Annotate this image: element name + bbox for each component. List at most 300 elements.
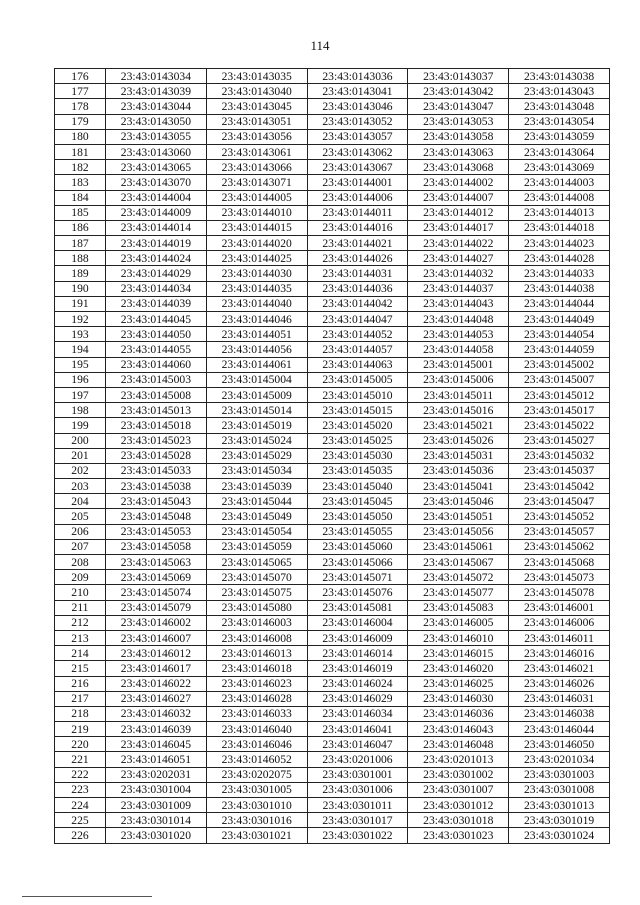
cadastral-number-cell: 23:43:0145078 <box>509 585 610 600</box>
cadastral-number-cell: 23:43:0144007 <box>408 190 509 205</box>
row-number-cell: 203 <box>55 479 106 494</box>
table-row <box>55 418 610 433</box>
cadastral-number-cell: 23:43:0201006 <box>307 752 408 767</box>
table-row <box>55 722 610 737</box>
cadastral-number-cell: 23:43:0146033 <box>206 706 307 721</box>
cadastral-number-cell: 23:43:0143037 <box>408 69 509 84</box>
cadastral-number-cell: 23:43:0146044 <box>509 722 610 737</box>
cadastral-number-cell: 23:43:0145045 <box>307 494 408 509</box>
cadastral-number-cell: 23:43:0146027 <box>106 691 207 706</box>
cadastral-number-cell: 23:43:0301010 <box>206 798 307 813</box>
row-number-cell: 221 <box>55 752 106 767</box>
cadastral-number-cell: 23:43:0144029 <box>106 266 207 281</box>
cadastral-number-cell: 23:43:0145017 <box>509 403 610 418</box>
cadastral-number-cell: 23:43:0144009 <box>106 205 207 220</box>
cadastral-number-cell: 23:43:0144053 <box>408 327 509 342</box>
cadastral-number-cell: 23:43:0301023 <box>408 828 509 843</box>
cadastral-number-cell: 23:43:0144030 <box>206 266 307 281</box>
cadastral-number-cell: 23:43:0143036 <box>307 69 408 84</box>
cadastral-number-cell: 23:43:0146030 <box>408 691 509 706</box>
cadastral-number-cell: 23:43:0146052 <box>206 752 307 767</box>
cadastral-number-cell: 23:43:0143046 <box>307 99 408 114</box>
cadastral-number-cell: 23:43:0146021 <box>509 661 610 676</box>
cadastral-number-cell: 23:43:0145046 <box>408 494 509 509</box>
table-row <box>55 676 610 691</box>
cadastral-number-cell: 23:43:0145001 <box>408 357 509 372</box>
cadastral-number-cell: 23:43:0144020 <box>206 236 307 251</box>
cadastral-number-cell: 23:43:0146034 <box>307 706 408 721</box>
cadastral-number-cell: 23:43:0144015 <box>206 220 307 235</box>
row-number-cell: 181 <box>55 144 106 159</box>
cadastral-number-cell: 23:43:0143054 <box>509 114 610 129</box>
row-number-cell: 176 <box>55 69 106 84</box>
cadastral-number-cell: 23:43:0145002 <box>509 357 610 372</box>
cadastral-number-cell: 23:43:0143055 <box>106 129 207 144</box>
table-row <box>55 327 610 342</box>
table-row <box>55 539 610 554</box>
cadastral-number-cell: 23:43:0145013 <box>106 403 207 418</box>
cadastral-number-cell: 23:43:0145042 <box>509 479 610 494</box>
cadastral-number-cell: 23:43:0144037 <box>408 281 509 296</box>
cadastral-number-cell: 23:43:0145014 <box>206 403 307 418</box>
cadastral-number-cell: 23:43:0145024 <box>206 433 307 448</box>
table-row <box>55 190 610 205</box>
cadastral-number-cell: 23:43:0301009 <box>106 798 207 813</box>
table-row <box>55 798 610 813</box>
cadastral-number-cell: 23:43:0143071 <box>206 175 307 190</box>
cadastral-number-cell: 23:43:0146045 <box>106 737 207 752</box>
cadastral-number-cell: 23:43:0143066 <box>206 160 307 175</box>
cadastral-number-cell: 23:43:0146024 <box>307 676 408 691</box>
cadastral-number-cell: 23:43:0144048 <box>408 312 509 327</box>
cadastral-number-cell: 23:43:0143065 <box>106 160 207 175</box>
table-row <box>55 706 610 721</box>
cadastral-number-cell: 23:43:0146023 <box>206 676 307 691</box>
table-row <box>55 236 610 251</box>
cadastral-number-cell: 23:43:0144006 <box>307 190 408 205</box>
cadastral-number-cell: 23:43:0145067 <box>408 555 509 570</box>
cadastral-number-cell: 23:43:0144019 <box>106 236 207 251</box>
cadastral-number-cell: 23:43:0143052 <box>307 114 408 129</box>
table-row <box>55 114 610 129</box>
cadastral-number-cell: 23:43:0301013 <box>509 798 610 813</box>
table-row <box>55 175 610 190</box>
cadastral-number-cell: 23:43:0145048 <box>106 509 207 524</box>
cadastral-number-cell: 23:43:0301004 <box>106 782 207 797</box>
row-number-cell: 188 <box>55 251 106 266</box>
cadastral-number-cell: 23:43:0144033 <box>509 266 610 281</box>
row-number-cell: 213 <box>55 630 106 645</box>
cadastral-number-cell: 23:43:0301017 <box>307 813 408 828</box>
cadastral-number-cell: 23:43:0301014 <box>106 813 207 828</box>
cadastral-number-cell: 23:43:0144035 <box>206 281 307 296</box>
cadastral-number-cell: 23:43:0143070 <box>106 175 207 190</box>
cadastral-number-cell: 23:43:0145061 <box>408 539 509 554</box>
cadastral-number-cell: 23:43:0146002 <box>106 615 207 630</box>
cadastral-number-cell: 23:43:0144003 <box>509 175 610 190</box>
cadastral-number-cell: 23:43:0145076 <box>307 585 408 600</box>
row-number-cell: 222 <box>55 767 106 782</box>
cadastral-number-cell: 23:43:0145036 <box>408 463 509 478</box>
table-row <box>55 600 610 615</box>
cadastral-number-cell: 23:43:0144063 <box>307 357 408 372</box>
cadastral-number-cell: 23:43:0143058 <box>408 129 509 144</box>
row-number-cell: 214 <box>55 646 106 661</box>
page-number: 114 <box>310 38 330 53</box>
cadastral-number-cell: 23:43:0145022 <box>509 418 610 433</box>
cadastral-number-cell: 23:43:0144016 <box>307 220 408 235</box>
cadastral-number-cell: 23:43:0145019 <box>206 418 307 433</box>
row-number-cell: 208 <box>55 555 106 570</box>
cadastral-number-cell: 23:43:0146003 <box>206 615 307 630</box>
cadastral-number-cell: 23:43:0143045 <box>206 99 307 114</box>
cadastral-number-cell: 23:43:0145054 <box>206 524 307 539</box>
cadastral-number-cell: 23:43:0146009 <box>307 630 408 645</box>
cadastral-number-cell: 23:43:0145057 <box>509 524 610 539</box>
cadastral-number-cell: 23:43:0144024 <box>106 251 207 266</box>
cadastral-number-cell: 23:43:0144059 <box>509 342 610 357</box>
table-row <box>55 266 610 281</box>
table-row <box>55 220 610 235</box>
row-number-cell: 182 <box>55 160 106 175</box>
cadastral-number-cell: 23:43:0146017 <box>106 661 207 676</box>
cadastral-number-cell: 23:43:0143064 <box>509 144 610 159</box>
cadastral-number-cell: 23:43:0144050 <box>106 327 207 342</box>
cadastral-number-cell: 23:43:0146029 <box>307 691 408 706</box>
cadastral-number-cell: 23:43:0144038 <box>509 281 610 296</box>
cadastral-number-cell: 23:43:0146025 <box>408 676 509 691</box>
cadastral-numbers-table <box>54 68 610 844</box>
cadastral-number-cell: 23:43:0144049 <box>509 312 610 327</box>
table-row <box>55 296 610 311</box>
cadastral-number-cell: 23:43:0144058 <box>408 342 509 357</box>
cadastral-number-cell: 23:43:0145080 <box>206 600 307 615</box>
table-row <box>55 509 610 524</box>
cadastral-number-cell: 23:43:0301006 <box>307 782 408 797</box>
cadastral-number-cell: 23:43:0145052 <box>509 509 610 524</box>
cadastral-number-cell: 23:43:0144057 <box>307 342 408 357</box>
cadastral-number-cell: 23:43:0144034 <box>106 281 207 296</box>
cadastral-number-cell: 23:43:0301012 <box>408 798 509 813</box>
row-number-cell: 216 <box>55 676 106 691</box>
cadastral-number-cell: 23:43:0144005 <box>206 190 307 205</box>
cadastral-number-cell: 23:43:0144054 <box>509 327 610 342</box>
cadastral-number-cell: 23:43:0146001 <box>509 600 610 615</box>
table-row <box>55 372 610 387</box>
cadastral-number-cell: 23:43:0301022 <box>307 828 408 843</box>
row-number-cell: 211 <box>55 600 106 615</box>
cadastral-number-cell: 23:43:0143068 <box>408 160 509 175</box>
cadastral-number-cell: 23:43:0145008 <box>106 387 207 402</box>
table-row <box>55 494 610 509</box>
row-number-cell: 178 <box>55 99 106 114</box>
row-number-cell: 219 <box>55 722 106 737</box>
cadastral-number-cell: 23:43:0145006 <box>408 372 509 387</box>
cadastral-number-cell: 23:43:0144014 <box>106 220 207 235</box>
cadastral-number-cell: 23:43:0146010 <box>408 630 509 645</box>
cadastral-number-cell: 23:43:0143039 <box>106 84 207 99</box>
row-number-cell: 189 <box>55 266 106 281</box>
cadastral-number-cell: 23:43:0146047 <box>307 737 408 752</box>
table-row <box>55 312 610 327</box>
cadastral-number-cell: 23:43:0202075 <box>206 767 307 782</box>
cadastral-number-cell: 23:43:0146004 <box>307 615 408 630</box>
table-row <box>55 84 610 99</box>
cadastral-number-cell: 23:43:0145003 <box>106 372 207 387</box>
cadastral-number-cell: 23:43:0145069 <box>106 570 207 585</box>
row-number-cell: 191 <box>55 296 106 311</box>
cadastral-number-cell: 23:43:0202031 <box>106 767 207 782</box>
cadastral-number-cell: 23:43:0145060 <box>307 539 408 554</box>
cadastral-number-cell: 23:43:0301005 <box>206 782 307 797</box>
cadastral-number-cell: 23:43:0301007 <box>408 782 509 797</box>
cadastral-number-cell: 23:43:0146041 <box>307 722 408 737</box>
cadastral-number-cell: 23:43:0143067 <box>307 160 408 175</box>
cadastral-number-cell: 23:43:0143057 <box>307 129 408 144</box>
table-row <box>55 782 610 797</box>
cadastral-number-cell: 23:43:0144045 <box>106 312 207 327</box>
row-number-cell: 192 <box>55 312 106 327</box>
cadastral-number-cell: 23:43:0145020 <box>307 418 408 433</box>
row-number-cell: 177 <box>55 84 106 99</box>
cadastral-number-cell: 23:43:0145005 <box>307 372 408 387</box>
cadastral-number-cell: 23:43:0143051 <box>206 114 307 129</box>
cadastral-number-cell: 23:43:0146022 <box>106 676 207 691</box>
cadastral-number-cell: 23:43:0146050 <box>509 737 610 752</box>
row-number-cell: 226 <box>55 828 106 843</box>
cadastral-number-cell: 23:43:0144055 <box>106 342 207 357</box>
cadastral-number-cell: 23:43:0145044 <box>206 494 307 509</box>
table-row <box>55 433 610 448</box>
cadastral-number-cell: 23:43:0144018 <box>509 220 610 235</box>
cadastral-number-cell: 23:43:0301001 <box>307 767 408 782</box>
cadastral-number-cell: 23:43:0146028 <box>206 691 307 706</box>
cadastral-number-cell: 23:43:0143050 <box>106 114 207 129</box>
cadastral-number-cell: 23:43:0145073 <box>509 570 610 585</box>
table-row <box>55 737 610 752</box>
cadastral-number-cell: 23:43:0145081 <box>307 600 408 615</box>
cadastral-number-cell: 23:43:0301018 <box>408 813 509 828</box>
cadastral-number-cell: 23:43:0301021 <box>206 828 307 843</box>
cadastral-number-cell: 23:43:0201034 <box>509 752 610 767</box>
cadastral-number-cell: 23:43:0145032 <box>509 448 610 463</box>
cadastral-number-cell: 23:43:0145031 <box>408 448 509 463</box>
row-number-cell: 224 <box>55 798 106 813</box>
cadastral-number-cell: 23:43:0145043 <box>106 494 207 509</box>
cadastral-number-cell: 23:43:0145050 <box>307 509 408 524</box>
cadastral-number-cell: 23:43:0143034 <box>106 69 207 84</box>
cadastral-number-cell: 23:43:0145077 <box>408 585 509 600</box>
table-row <box>55 251 610 266</box>
table-row <box>55 357 610 372</box>
cadastral-number-cell: 23:43:0146016 <box>509 646 610 661</box>
cadastral-number-cell: 23:43:0146038 <box>509 706 610 721</box>
row-number-cell: 185 <box>55 205 106 220</box>
cadastral-number-cell: 23:43:0143069 <box>509 160 610 175</box>
table-row <box>55 524 610 539</box>
cadastral-number-cell: 23:43:0145025 <box>307 433 408 448</box>
row-number-cell: 204 <box>55 494 106 509</box>
cadastral-number-cell: 23:43:0144026 <box>307 251 408 266</box>
cadastral-number-cell: 23:43:0144042 <box>307 296 408 311</box>
row-number-cell: 217 <box>55 691 106 706</box>
cadastral-number-cell: 23:43:0146048 <box>408 737 509 752</box>
cadastral-number-cell: 23:43:0145058 <box>106 539 207 554</box>
cadastral-number-cell: 23:43:0145059 <box>206 539 307 554</box>
cadastral-number-cell: 23:43:0144013 <box>509 205 610 220</box>
row-number-cell: 180 <box>55 129 106 144</box>
cadastral-number-cell: 23:43:0145035 <box>307 463 408 478</box>
cadastral-number-cell: 23:43:0144044 <box>509 296 610 311</box>
cadastral-number-cell: 23:43:0145065 <box>206 555 307 570</box>
cadastral-number-cell: 23:43:0144043 <box>408 296 509 311</box>
cadastral-number-cell: 23:43:0145012 <box>509 387 610 402</box>
cadastral-number-cell: 23:43:0145034 <box>206 463 307 478</box>
cadastral-number-cell: 23:43:0144056 <box>206 342 307 357</box>
cadastral-number-cell: 23:43:0144061 <box>206 357 307 372</box>
table-row <box>55 281 610 296</box>
cadastral-number-cell: 23:43:0145056 <box>408 524 509 539</box>
cadastral-number-cell: 23:43:0145028 <box>106 448 207 463</box>
cadastral-number-cell: 23:43:0301016 <box>206 813 307 828</box>
cadastral-number-cell: 23:43:0146018 <box>206 661 307 676</box>
cadastral-number-cell: 23:43:0146012 <box>106 646 207 661</box>
cadastral-number-cell: 23:43:0143060 <box>106 144 207 159</box>
cadastral-number-cell: 23:43:0143056 <box>206 129 307 144</box>
cadastral-number-cell: 23:43:0144031 <box>307 266 408 281</box>
cadastral-number-cell: 23:43:0145083 <box>408 600 509 615</box>
cadastral-number-cell: 23:43:0143062 <box>307 144 408 159</box>
cadastral-number-cell: 23:43:0145007 <box>509 372 610 387</box>
row-number-cell: 190 <box>55 281 106 296</box>
row-number-cell: 198 <box>55 403 106 418</box>
table-row <box>55 129 610 144</box>
table-row <box>55 813 610 828</box>
cadastral-number-cell: 23:43:0144047 <box>307 312 408 327</box>
cadastral-number-cell: 23:43:0145004 <box>206 372 307 387</box>
cadastral-number-cell: 23:43:0143038 <box>509 69 610 84</box>
cadastral-number-cell: 23:43:0145033 <box>106 463 207 478</box>
cadastral-number-cell: 23:43:0145055 <box>307 524 408 539</box>
footer-rule <box>22 896 152 897</box>
cadastral-number-cell: 23:43:0145063 <box>106 555 207 570</box>
cadastral-number-cell: 23:43:0146032 <box>106 706 207 721</box>
cadastral-number-cell: 23:43:0145066 <box>307 555 408 570</box>
row-number-cell: 207 <box>55 539 106 554</box>
cadastral-number-cell: 23:43:0145079 <box>106 600 207 615</box>
table-row <box>55 160 610 175</box>
cadastral-number-cell: 23:43:0145040 <box>307 479 408 494</box>
cadastral-number-cell: 23:43:0146026 <box>509 676 610 691</box>
cadastral-number-cell: 23:43:0145049 <box>206 509 307 524</box>
table-row <box>55 585 610 600</box>
cadastral-number-cell: 23:43:0145051 <box>408 509 509 524</box>
cadastral-number-cell: 23:43:0146020 <box>408 661 509 676</box>
cadastral-number-cell: 23:43:0145018 <box>106 418 207 433</box>
cadastral-number-cell: 23:43:0145068 <box>509 555 610 570</box>
cadastral-number-cell: 23:43:0143053 <box>408 114 509 129</box>
cadastral-number-cell: 23:43:0301024 <box>509 828 610 843</box>
row-number-cell: 187 <box>55 236 106 251</box>
table-row <box>55 342 610 357</box>
cadastral-number-cell: 23:43:0144001 <box>307 175 408 190</box>
cadastral-number-cell: 23:43:0145029 <box>206 448 307 463</box>
cadastral-number-cell: 23:43:0143035 <box>206 69 307 84</box>
cadastral-number-cell: 23:43:0146006 <box>509 615 610 630</box>
row-number-cell: 195 <box>55 357 106 372</box>
cadastral-number-cell: 23:43:0145009 <box>206 387 307 402</box>
cadastral-number-cell: 23:43:0145072 <box>408 570 509 585</box>
cadastral-number-cell: 23:43:0146013 <box>206 646 307 661</box>
cadastral-number-cell: 23:43:0144039 <box>106 296 207 311</box>
cadastral-number-cell: 23:43:0145037 <box>509 463 610 478</box>
cadastral-number-cell: 23:43:0146039 <box>106 722 207 737</box>
table-row <box>55 463 610 478</box>
cadastral-number-cell: 23:43:0146015 <box>408 646 509 661</box>
row-number-cell: 184 <box>55 190 106 205</box>
cadastral-number-cell: 23:43:0301008 <box>509 782 610 797</box>
cadastral-number-cell: 23:43:0144060 <box>106 357 207 372</box>
cadastral-number-cell: 23:43:0301011 <box>307 798 408 813</box>
row-number-cell: 218 <box>55 706 106 721</box>
row-number-cell: 194 <box>55 342 106 357</box>
row-number-cell: 193 <box>55 327 106 342</box>
cadastral-number-cell: 23:43:0301002 <box>408 767 509 782</box>
cadastral-number-cell: 23:43:0145026 <box>408 433 509 448</box>
row-number-cell: 202 <box>55 463 106 478</box>
cadastral-number-cell: 23:43:0144027 <box>408 251 509 266</box>
cadastral-number-cell: 23:43:0146051 <box>106 752 207 767</box>
cadastral-number-cell: 23:43:0143063 <box>408 144 509 159</box>
cadastral-number-cell: 23:43:0143041 <box>307 84 408 99</box>
cadastral-number-cell: 23:43:0146043 <box>408 722 509 737</box>
cadastral-number-cell: 23:43:0143042 <box>408 84 509 99</box>
cadastral-number-cell: 23:43:0145038 <box>106 479 207 494</box>
row-number-cell: 186 <box>55 220 106 235</box>
cadastral-number-cell: 23:43:0145011 <box>408 387 509 402</box>
table-row <box>55 661 610 676</box>
table-row <box>55 403 610 418</box>
cadastral-number-cell: 23:43:0145030 <box>307 448 408 463</box>
cadastral-number-cell: 23:43:0144011 <box>307 205 408 220</box>
cadastral-number-cell: 23:43:0144052 <box>307 327 408 342</box>
cadastral-number-cell: 23:43:0145021 <box>408 418 509 433</box>
cadastral-number-cell: 23:43:0143061 <box>206 144 307 159</box>
cadastral-number-cell: 23:43:0146040 <box>206 722 307 737</box>
cadastral-number-cell: 23:43:0144032 <box>408 266 509 281</box>
table-row <box>55 69 610 84</box>
table-row <box>55 828 610 843</box>
cadastral-number-cell: 23:43:0146014 <box>307 646 408 661</box>
cadastral-number-cell: 23:43:0201013 <box>408 752 509 767</box>
cadastral-number-cell: 23:43:0144025 <box>206 251 307 266</box>
cadastral-number-cell: 23:43:0145027 <box>509 433 610 448</box>
cadastral-number-cell: 23:43:0144023 <box>509 236 610 251</box>
row-number-cell: 225 <box>55 813 106 828</box>
cadastral-number-cell: 23:43:0145071 <box>307 570 408 585</box>
row-number-cell: 196 <box>55 372 106 387</box>
table-row <box>55 144 610 159</box>
cadastral-number-cell: 23:43:0144028 <box>509 251 610 266</box>
cadastral-number-cell: 23:43:0146019 <box>307 661 408 676</box>
cadastral-number-cell: 23:43:0145016 <box>408 403 509 418</box>
table-row <box>55 615 610 630</box>
cadastral-number-cell: 23:43:0146008 <box>206 630 307 645</box>
table-row <box>55 691 610 706</box>
cadastral-number-cell: 23:43:0145075 <box>206 585 307 600</box>
table-row <box>55 99 610 114</box>
table-row <box>55 555 610 570</box>
